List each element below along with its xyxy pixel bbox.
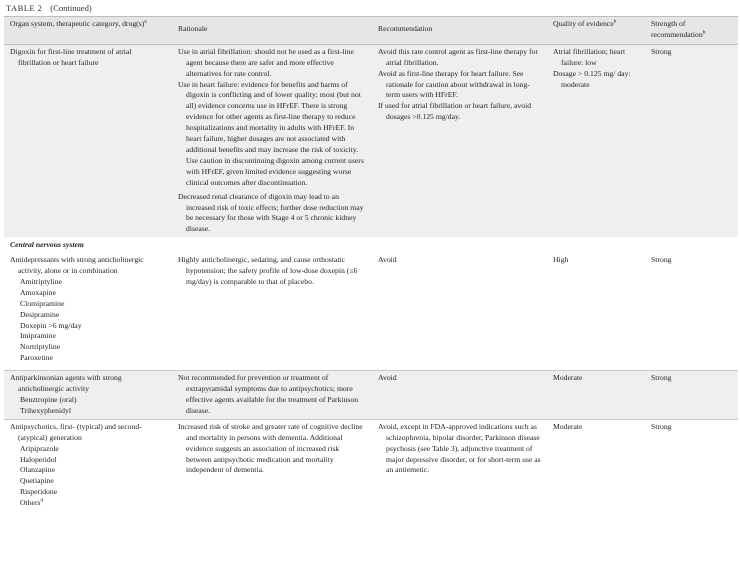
table-row-antiparkinsonian (4, 371, 738, 420)
cell-quality: Atrial fibrillation; heart failure: low Dosage > 0.125 mg/ day: moderate (547, 44, 645, 237)
cell-recommendation: Avoid this rate control agent as first-line therapy for atrial fibrillation. Avoid as first-line therapy for heart failure. See rationale for caution about withdrawal in long-term users with HFrEF. If used for atrial fibrillation or heart failure, avoid dosages >0.125 mg/day. (372, 44, 547, 237)
cell-strength: Strong (645, 371, 738, 420)
table-row-digoxin (4, 44, 738, 237)
header-organ: Organ system, therapeutic category, $drug(s)^a$ (4, 17, 172, 45)
drug-item: Nortriptyline (20, 342, 61, 352)
drug-item: Benztropine (oral) (20, 395, 77, 404)
drug-item: Desipramine (20, 309, 60, 319)
table-row-antipsychotics (4, 419, 738, 511)
table-label: TABLE 2 (6, 3, 43, 13)
drug-item: Doxepin >6 mg/day (20, 320, 82, 330)
cell-drug: Antipsychotics, first- (typical) and second- (atypical) generation Aripiprazole Haloperidol Olanzapine Quetiapine Risperidone Others$^d$ (4, 419, 172, 511)
drug-item: Haloperidol (20, 454, 57, 464)
drug-item: Aripiprazole (20, 443, 59, 453)
cell-rationale: Not recommended for prevention or treatment of extrapyramidal symptoms due to antipsychotics; more effective agents available for the treatment of Parkinson disease. (172, 371, 372, 420)
table-title (6, 3, 92, 13)
header-recommendation: Recommendation (372, 17, 547, 45)
header-rationale: Rationale (172, 17, 372, 45)
cell-strength: Strong (645, 44, 738, 237)
drug-item: Risperidone (20, 487, 58, 497)
drug-item: Trihexyphenidyl (20, 405, 71, 415)
cell-strength: Strong (651, 255, 672, 265)
cell-recommendation: Avoid, except in FDA-approved indications such as schizophrenia, bipolar disorder, Parkinson disease psychosis (see Table 3), adjunctive treatment of major depressive disorder, or for short-term use as an antiemetic. (372, 419, 547, 511)
cell-drug: Antidepressants with strong anticholinergic activity, alone or in combination Amitriptyline Amoxapine Clomipramine Desipramine Doxepin >6 mg/day Imipramine Nortriptyline Paroxetine (4, 253, 172, 371)
cell-drug: Antiparkinsonian agents with strong anticholinergic activity Benztropine (oral) Trihexyphenidyl (4, 371, 172, 420)
drug-item: Others$^d$ (20, 497, 44, 508)
section-row-cns (4, 237, 738, 253)
drug-item: Amitriptyline (20, 276, 62, 286)
cell-recommendation: Avoid (378, 255, 397, 265)
cell-drug: Digoxin for first-line treatment of atrial fibrillation or heart failure (4, 44, 172, 237)
drug-item: Olanzapine (20, 465, 56, 475)
drug-item: Quetiapine (20, 476, 54, 486)
drug-item: Clomipramine (20, 298, 65, 308)
cell-rationale: Increased risk of stroke and greater rate of cognitive decline and mortality in persons with dementia. Additional evidence suggests an association of increased risk between antipsychotic medication and mortality independent of dementia. (172, 419, 372, 511)
cell-quality: Moderate (547, 419, 645, 511)
drug-item: Imipramine (20, 331, 56, 341)
cell-quality: Moderate (547, 371, 645, 420)
beers-criteria-table (4, 16, 738, 511)
cell-rationale: Use in atrial fibrillation: should not be used as a first-line agent because there are safer and more effective alternatives for rate control. Use in heart failure: evidence for benefits and harms of digoxin is conflicting and of lower quality; most (but not all) evidence concerns use in HFrEF. There is strong evidence for other agents as first-line therapy to reduce hospitalizations and mortality in adults with HFrEF. In heart failure, higher dosages are not associated with additional benefits and may increase the risk of toxicity. Use caution in discontinuing digoxin among current users with HFrEF, given limited evidence suggesting worse clinical outcomes after discontinuation. Decreased renal clearance of digoxin may lead to an increased risk of toxic effects; further dose reduction may be necessary for those with Stage 4 or 5 chronic kidney disease. (172, 44, 372, 237)
drug-item: Paroxetine (20, 353, 53, 363)
header-strength: Strength of recommendation$^b$ (645, 17, 738, 45)
cell-rationale: Highly anticholinergic, sedating, and cause orthostatic hypotension; the safety profile of low-dose doxepin (≤6 mg/day) is comparable to that of placebo. (178, 255, 358, 286)
cell-recommendation: Avoid (372, 371, 547, 420)
table-continued: (Continued) (50, 3, 92, 13)
cell-quality: High (553, 255, 569, 265)
table-row-antidepressants (4, 253, 738, 371)
header-quality: Quality of evidence$^b$ (547, 17, 645, 45)
section-label: Central nervous system (10, 240, 84, 250)
header-row (4, 17, 738, 45)
cell-strength: Strong (645, 419, 738, 511)
drug-item: Amoxapine (20, 287, 56, 297)
